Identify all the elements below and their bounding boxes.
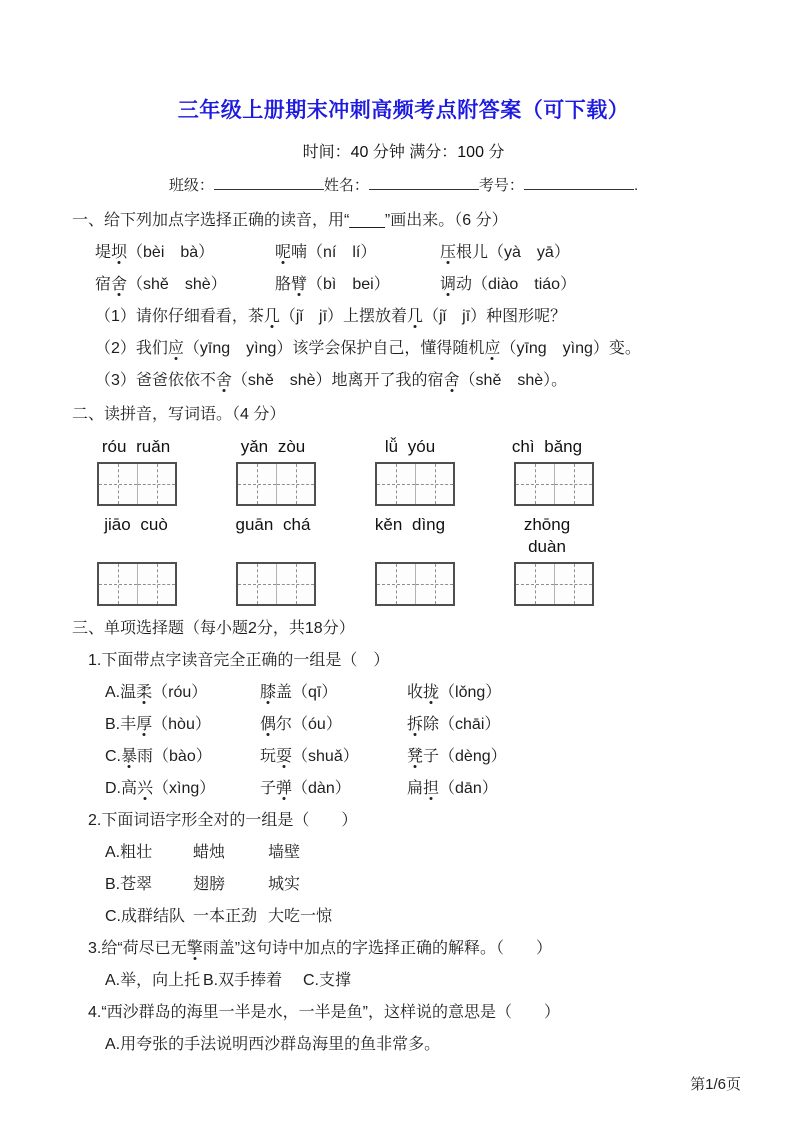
option-item: A.举，向上托 bbox=[105, 972, 201, 989]
writing-grid-cell bbox=[377, 464, 415, 504]
option-item: A.粗壮 bbox=[105, 844, 153, 861]
writing-grid-row bbox=[97, 462, 735, 506]
writing-grid-cell bbox=[554, 464, 592, 504]
writing-grid-cell bbox=[99, 564, 137, 604]
class-blank-line bbox=[214, 175, 324, 190]
option-item: 扁担（dān） bbox=[407, 780, 498, 797]
page-number: 第1/6页 bbox=[690, 1076, 741, 1093]
sub-question-2: （2）我们应（yīng yìng）该学会保护自己，懂得随机应（yīng yìng）变。 bbox=[95, 340, 641, 357]
option-item: 墙壁 bbox=[268, 844, 301, 861]
question-3-option-row bbox=[105, 970, 735, 992]
question-3-stem: 3.给“荷尽已无擎雨盖”这句诗中加点的字选择正确的解释。（ ） bbox=[88, 940, 553, 957]
writing-grid-row bbox=[97, 562, 735, 606]
word-with-pinyin: 胳臂（bì bei） bbox=[275, 276, 390, 293]
pronunciation-row bbox=[95, 274, 735, 296]
option-item: C.成群结队 bbox=[105, 908, 186, 925]
question-1-stem: 1.下面带点字读音完全正确的一组是（ ） bbox=[88, 652, 390, 669]
writing-grid bbox=[514, 462, 594, 506]
writing-grid-cell bbox=[415, 464, 453, 504]
option-item: 城实 bbox=[268, 876, 301, 893]
option-item: B.苍翠 bbox=[105, 876, 153, 893]
option-item: 子弹（dàn） bbox=[260, 780, 351, 797]
question-2-option-row-c bbox=[105, 906, 735, 928]
option-item: 翅膀 bbox=[193, 876, 226, 893]
pinyin-label: lǚ yóu bbox=[384, 437, 436, 456]
writing-grid bbox=[375, 562, 455, 606]
pinyin-label: guān chá bbox=[235, 515, 311, 534]
section-two-header: 二、读拼音，写词语。（4 分） bbox=[72, 406, 286, 423]
question-1-option-row-c bbox=[105, 746, 735, 768]
question-1-option-row-d bbox=[105, 778, 735, 800]
word-with-pinyin: 堤坝（bèi bà） bbox=[95, 244, 215, 261]
writing-grid bbox=[236, 462, 316, 506]
word-with-pinyin: 呢喃（ní lí） bbox=[275, 244, 377, 261]
pinyin-label: jiāo cuò bbox=[104, 515, 168, 534]
option-item: 收拢（lǒng） bbox=[407, 684, 502, 701]
question-2-option-row-a bbox=[105, 842, 735, 864]
option-item: C.暴雨（bào） bbox=[105, 748, 212, 765]
option-item: 凳子（dèng） bbox=[407, 748, 507, 765]
section-one-header: 一、给下列加点字选择正确的读音，用“____”画出来。（6 分） bbox=[72, 212, 508, 229]
sub-question-1: （1）请你仔细看看，茶几（jǐ jī）上摆放着几（jǐ jī）种图形呢？ bbox=[95, 308, 567, 325]
option-item: 蜡烛 bbox=[193, 844, 226, 861]
pinyin-label: kěn dìng bbox=[374, 515, 446, 534]
option-item: 大吃一惊 bbox=[268, 908, 333, 925]
question-2-stem: 2.下面词语字形全对的一组是（ ） bbox=[88, 812, 358, 829]
writing-grid bbox=[97, 462, 177, 506]
question-1-option-row-a bbox=[105, 682, 735, 704]
writing-grid-cell bbox=[415, 564, 453, 604]
name-blank-line bbox=[369, 175, 479, 190]
writing-grid-cell bbox=[137, 464, 175, 504]
writing-grid-cell bbox=[516, 564, 554, 604]
writing-grid-cell bbox=[276, 464, 314, 504]
question-2-option-row-b bbox=[105, 874, 735, 896]
pinyin-label-row bbox=[97, 436, 735, 458]
examno-blank-line bbox=[524, 175, 634, 190]
pinyin-label-row bbox=[97, 514, 735, 558]
exam-meta: 时间：40 分钟 满分：100 分 bbox=[302, 144, 505, 161]
pinyin-label: róu ruǎn bbox=[101, 437, 171, 456]
question-4-stem: 4.“西沙群岛的海里一半是水，一半是鱼”，这样说的意思是（ ） bbox=[88, 1004, 561, 1021]
option-item: B.丰厚（hòu） bbox=[105, 716, 211, 733]
writing-grid bbox=[97, 562, 177, 606]
writing-grid-cell bbox=[516, 464, 554, 504]
writing-grid-cell bbox=[137, 564, 175, 604]
student-info-line bbox=[72, 174, 735, 198]
option-item: 玩耍（shuǎ） bbox=[260, 748, 359, 765]
option-item: 一本正劲 bbox=[193, 908, 258, 925]
writing-grid bbox=[514, 562, 594, 606]
writing-grid-cell bbox=[554, 564, 592, 604]
option-item: 拆除（chāi） bbox=[407, 716, 501, 733]
word-with-pinyin: 压根儿（yà yā） bbox=[440, 244, 570, 261]
pinyin-label: zhōng duàn bbox=[523, 515, 571, 556]
writing-grid-cell bbox=[238, 564, 276, 604]
writing-grid bbox=[375, 462, 455, 506]
option-item: B.双手捧着 bbox=[203, 972, 283, 989]
writing-grid-cell bbox=[276, 564, 314, 604]
writing-grid-cell bbox=[377, 564, 415, 604]
section-three-header: 三、单项选择题（每小题2分，共18分） bbox=[72, 620, 355, 637]
option-item: A.温柔（róu） bbox=[105, 684, 208, 701]
writing-grid bbox=[236, 562, 316, 606]
question-4-option-a: A.用夸张的手法说明西沙群岛海里的鱼非常多。 bbox=[105, 1036, 441, 1053]
class-label: 班级： bbox=[168, 177, 214, 194]
option-item: C.支撑 bbox=[303, 972, 352, 989]
writing-grid-cell bbox=[99, 464, 137, 504]
pronunciation-row bbox=[95, 242, 735, 264]
writing-grid-cell bbox=[238, 464, 276, 504]
option-item: D.高兴（xìng） bbox=[105, 780, 216, 797]
word-with-pinyin: 宿舍（shě shè） bbox=[95, 276, 227, 293]
option-item: 膝盖（qī） bbox=[260, 684, 338, 701]
question-1-option-row-b bbox=[105, 714, 735, 736]
pinyin-label: yǎn zòu bbox=[240, 437, 306, 456]
examno-label: 考号： bbox=[478, 177, 524, 194]
option-item: 偶尔（óu） bbox=[260, 716, 342, 733]
pinyin-label: chì bǎng bbox=[511, 437, 583, 456]
exam-title: 三年级上册期末冲刺高频考点附答案（可下载） bbox=[177, 99, 630, 122]
name-label: 姓名： bbox=[323, 177, 369, 194]
sub-question-3: （3）爸爸依依不舍（shě shè）地离开了我的宿舍（shě shè）。 bbox=[95, 372, 568, 389]
trailing-period: . bbox=[633, 177, 639, 194]
word-with-pinyin: 调动（diào tiáo） bbox=[440, 276, 577, 293]
